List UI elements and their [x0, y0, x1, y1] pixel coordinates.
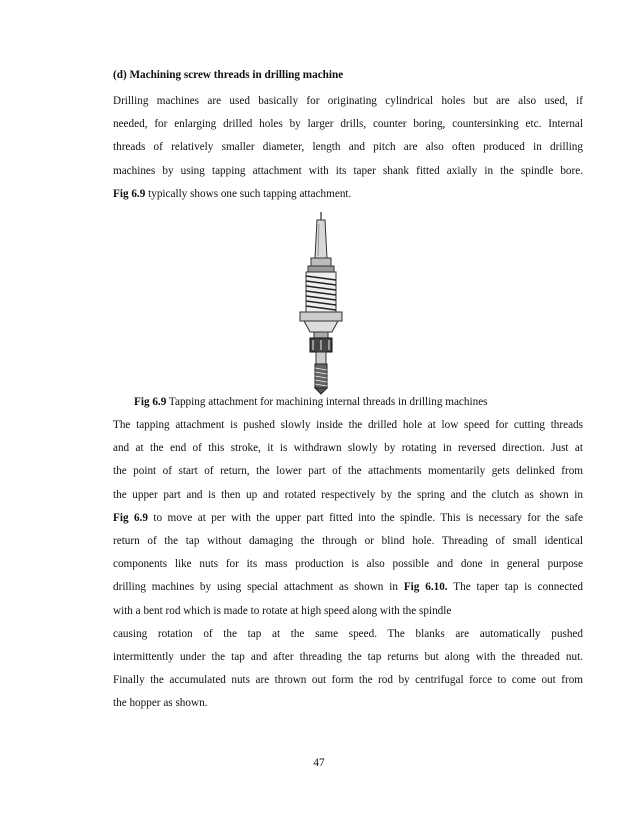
paragraph-intro — [113, 90, 583, 206]
text-line: the upper part and is then up and rotated respectively by the spring and the clutch as shown in — [113, 488, 583, 501]
figure-caption: Fig 6.9 Tapping attachment for machining internal threads in drilling machines — [134, 396, 488, 408]
text-line: and at the end of this stroke, it is withdrawn slowly by rotating in reversed direction. Just at — [113, 442, 583, 455]
figure-label: Fig 6.9 — [134, 396, 167, 408]
text-line: causing rotation of the tap at the same speed. The blanks are automatically pushed — [113, 627, 583, 640]
text-line: components like nuts for its mass production is also possible and done in general purpose — [113, 558, 583, 571]
figure-reference: Fig 6.9 — [113, 511, 148, 524]
text-line: The tapping attachment is pushed slowly inside the drilled hole at low speed for cutting threads — [113, 419, 583, 431]
text-line: return of the tap without damaging the through or blind hole. Threading of small identical — [113, 535, 583, 548]
tapping-attachment-figure — [286, 210, 356, 395]
figure-reference: Fig 6.9 — [113, 187, 146, 200]
page-number: 47 — [313, 757, 325, 769]
text-line: the hopper as shown. — [113, 697, 208, 710]
text-line: the point of start of return, the lower part of the attachments momentarily gets delinked from — [113, 465, 583, 478]
text-line: Finally the accumulated nuts are thrown out form the rod by centrifugal force to come out from — [113, 674, 583, 687]
figure-reference: Fig 6.10. — [403, 581, 448, 594]
text-line: intermittently under the tap and after threading the tap returns but along with the threaded nut. — [113, 651, 583, 664]
text-line: Drilling machines are used basically for originating cylindrical holes but are also used, if — [113, 95, 583, 107]
paragraph-tapping-process — [113, 414, 583, 716]
section-heading: (d) Machining screw threads in drilling machine — [113, 69, 344, 81]
text-line: drilling machines by using special attachment as shown in Fig 6.10. The taper tap is connected — [113, 581, 583, 594]
text-line: Fig 6.9 typically shows one such tapping attachment. — [113, 187, 352, 200]
text-line: needed, for enlarging drilled holes by larger drills, counter boring, countersinking etc. Internal — [113, 118, 583, 131]
text-line: Fig 6.9 to move at per with the upper part fitted into the spindle. This is necessary for the safe — [113, 511, 583, 524]
text-line: machines by using tapping attachment with its taper shank fitted axially in the spindle bore. — [113, 164, 583, 177]
text-line: with a bent rod which is made to rotate at high speed along with the spindle — [113, 604, 452, 617]
text-line: threads of relatively smaller diameter, length and pitch are also often produced in drilling — [113, 141, 583, 154]
